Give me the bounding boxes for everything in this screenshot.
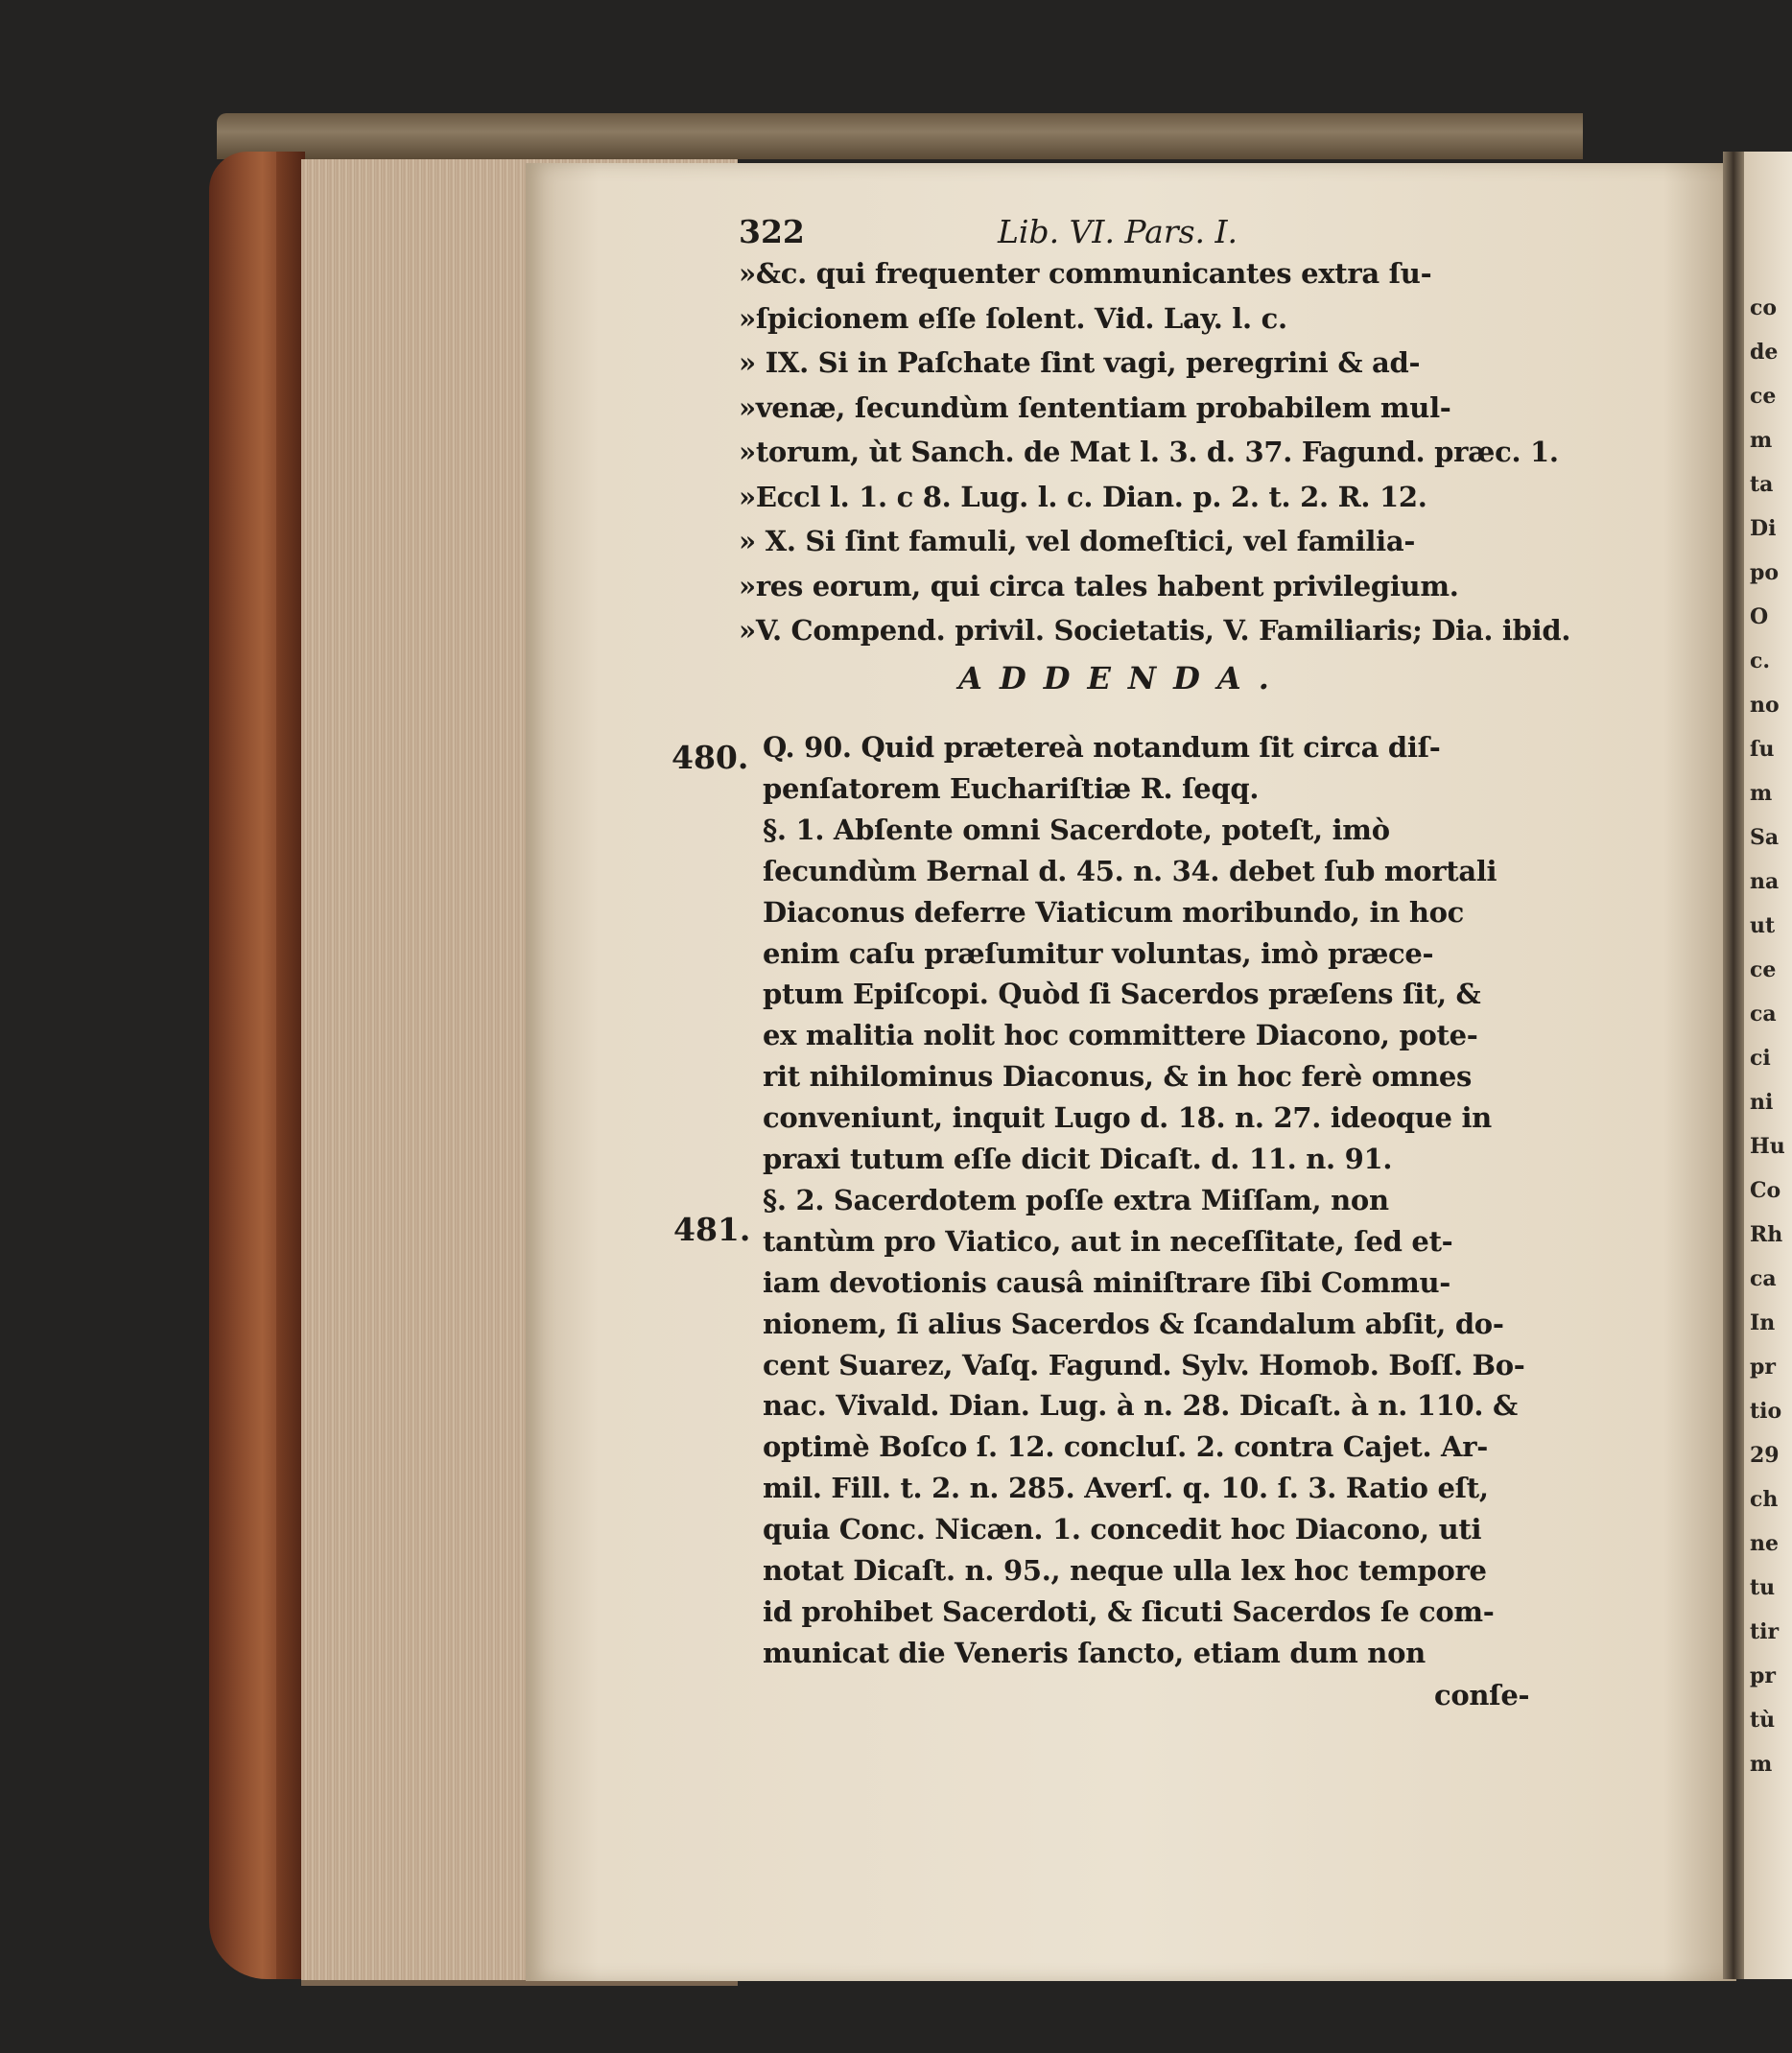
- facing-page-text-fragment: Sa: [1750, 825, 1780, 850]
- facing-page-text-fragment: Co: [1750, 1178, 1781, 1203]
- text-line: cent Suarez, Vaſq. Fagund. Sylv. Homob. Boſſ. Bo-: [763, 1348, 1525, 1381]
- text-line: Q. 90. Quid prætereà notandum ſit circa diſ-: [763, 731, 1441, 764]
- text-line: penſatorem Euchariſtiæ R. ſeqq.: [763, 771, 1260, 805]
- facing-page-text-fragment: 29: [1750, 1443, 1780, 1468]
- text-line: »venæ, ſecundùm ſententiam probabilem mul-: [739, 390, 1451, 424]
- text-line: enim caſu præſumitur voluntas, imò præce-: [763, 936, 1434, 970]
- text-line: tantùm pro Viatico, aut in neceſſitate, ſed et-: [763, 1224, 1453, 1258]
- catchword: conſe-: [1434, 1679, 1530, 1711]
- facing-page-text-fragment: pr: [1750, 1664, 1776, 1688]
- facing-page-text-fragment: In: [1750, 1310, 1776, 1335]
- text-line: ſecundùm Bernal d. 45. n. 34. debet ſub mortali: [763, 854, 1497, 887]
- facing-page-text-fragment: Di: [1750, 516, 1777, 541]
- text-line: ptum Epiſcopi. Quòd ſi Sacerdos præſens ſit, &: [763, 978, 1481, 1011]
- text-line: quia Conc. Nicæn. 1. concedit hoc Diacono, uti: [763, 1513, 1482, 1546]
- facing-page-text-fragment: tù: [1750, 1708, 1776, 1733]
- text-line: notat Dicaſt. n. 95., neque ulla lex hoc tempore: [763, 1554, 1487, 1587]
- text-line: rit nihilominus Diaconus, & in hoc ferè omnes: [763, 1060, 1473, 1094]
- facing-page-text-fragment: ſu: [1750, 737, 1775, 762]
- text-line: ex malitia nolit hoc committere Diacono, pote-: [763, 1019, 1478, 1052]
- running-header: [739, 213, 1506, 251]
- facing-page-text-fragment: Hu: [1750, 1134, 1785, 1159]
- facing-page-text-fragment: ta: [1750, 472, 1774, 497]
- facing-page-text-fragment: na: [1750, 869, 1780, 894]
- text-line: iam devotionis causâ miniſtrare ſibi Commu-: [763, 1265, 1450, 1299]
- text-line: conveniunt, inquit Lugo d. 18. n. 27. ideoque in: [763, 1101, 1492, 1135]
- text-line: §. 1. Abſente omni Sacerdote, poteſt, imò: [763, 813, 1390, 846]
- facing-page-text-fragment: ce: [1750, 384, 1777, 409]
- facing-page-text-fragment: c.: [1750, 649, 1771, 673]
- text-line: id prohibet Sacerdoti, & ſicuti Sacerdos ſe com-: [763, 1594, 1495, 1628]
- facing-page-text-fragment: Rh: [1750, 1222, 1783, 1247]
- text-line: §. 2. Sacerdotem poſſe extra Miſſam, non: [763, 1183, 1389, 1216]
- facing-page-text-fragment: no: [1750, 693, 1780, 718]
- text-line: »res eorum, qui circa tales habent privilegium.: [739, 569, 1459, 602]
- text-line: »V. Compend. privil. Societatis, V. Familiaris; Dia. ibid.: [739, 614, 1571, 647]
- facing-page-text-fragment: ne: [1750, 1531, 1779, 1556]
- text-line: »&c. qui frequenter communicantes extra ſu-: [739, 257, 1432, 290]
- facing-page-fragment: [1744, 152, 1792, 1979]
- text-line: »ſpicionem eſſe ſolent. Vid. Lay. l. c.: [739, 301, 1287, 335]
- text-line: municat die Veneris ſancto, etiam dum non: [763, 1636, 1426, 1669]
- text-line: nac. Vivald. Dian. Lug. à n. 28. Dicaſt. à n. 110. &: [763, 1389, 1518, 1423]
- facing-page-text-fragment: pr: [1750, 1355, 1776, 1380]
- facing-page-text-fragment: ch: [1750, 1487, 1779, 1512]
- text-line: praxi tutum eſſe dicit Dicaſt. d. 11. n. 91.: [763, 1143, 1393, 1175]
- facing-page-text-fragment: ci: [1750, 1046, 1771, 1071]
- page-number: 322: [739, 213, 805, 250]
- facing-page-text-fragment: tu: [1750, 1575, 1776, 1600]
- facing-page-text-fragment: m: [1750, 1752, 1773, 1777]
- facing-page-text-fragment: de: [1750, 340, 1779, 365]
- section-heading: ADDENDA.: [958, 660, 1286, 696]
- facing-page-text-fragment: ce: [1750, 957, 1777, 982]
- facing-page-text-fragment: ca: [1750, 1266, 1777, 1291]
- facing-page-text-fragment: po: [1750, 560, 1780, 585]
- facing-page-text-fragment: co: [1750, 295, 1778, 320]
- facing-page-text-fragment: ni: [1750, 1090, 1774, 1115]
- text-line: Diaconus deferre Viaticum moribundo, in hoc: [763, 895, 1465, 929]
- book-gutter: [1723, 152, 1744, 1979]
- facing-page-text-fragment: m: [1750, 428, 1773, 453]
- facing-page-text-fragment: O: [1750, 604, 1769, 629]
- text-line: » X. Si ſint famuli, vel domeſtici, vel familia-: [739, 525, 1416, 557]
- text-line: nionem, ſi alius Sacerdos & ſcandalum abſit, do-: [763, 1307, 1504, 1340]
- text-line: »torum, ùt Sanch. de Mat l. 3. d. 37. Fagund. præc. 1.: [739, 436, 1559, 468]
- text-line: optimè Boſco ſ. 12. concluſ. 2. contra Cajet. Ar-: [763, 1430, 1488, 1464]
- facing-page-text-fragment: tio: [1750, 1399, 1782, 1424]
- running-title: Lib. VI. Pars. I.: [998, 213, 1238, 250]
- margin-number-480: 480.: [672, 739, 749, 776]
- facing-page-text-fragment: m: [1750, 781, 1773, 806]
- margin-number-481: 481.: [673, 1211, 751, 1248]
- text-line: » IX. Si in Paſchate ſint vagi, peregrini & ad-: [739, 346, 1421, 379]
- text-line: »Eccl l. 1. c 8. Lug. l. c. Dian. p. 2. t. 2. R. 12.: [739, 480, 1427, 513]
- facing-page-text-fragment: ut: [1750, 913, 1776, 938]
- text-line: mil. Fill. t. 2. n. 285. Averſ. q. 10. ſ. 3. Ratio eſt,: [763, 1472, 1489, 1505]
- facing-page-text-fragment: tir: [1750, 1619, 1780, 1644]
- facing-page-text-fragment: ca: [1750, 1002, 1777, 1026]
- book-top-edge: [217, 113, 1583, 159]
